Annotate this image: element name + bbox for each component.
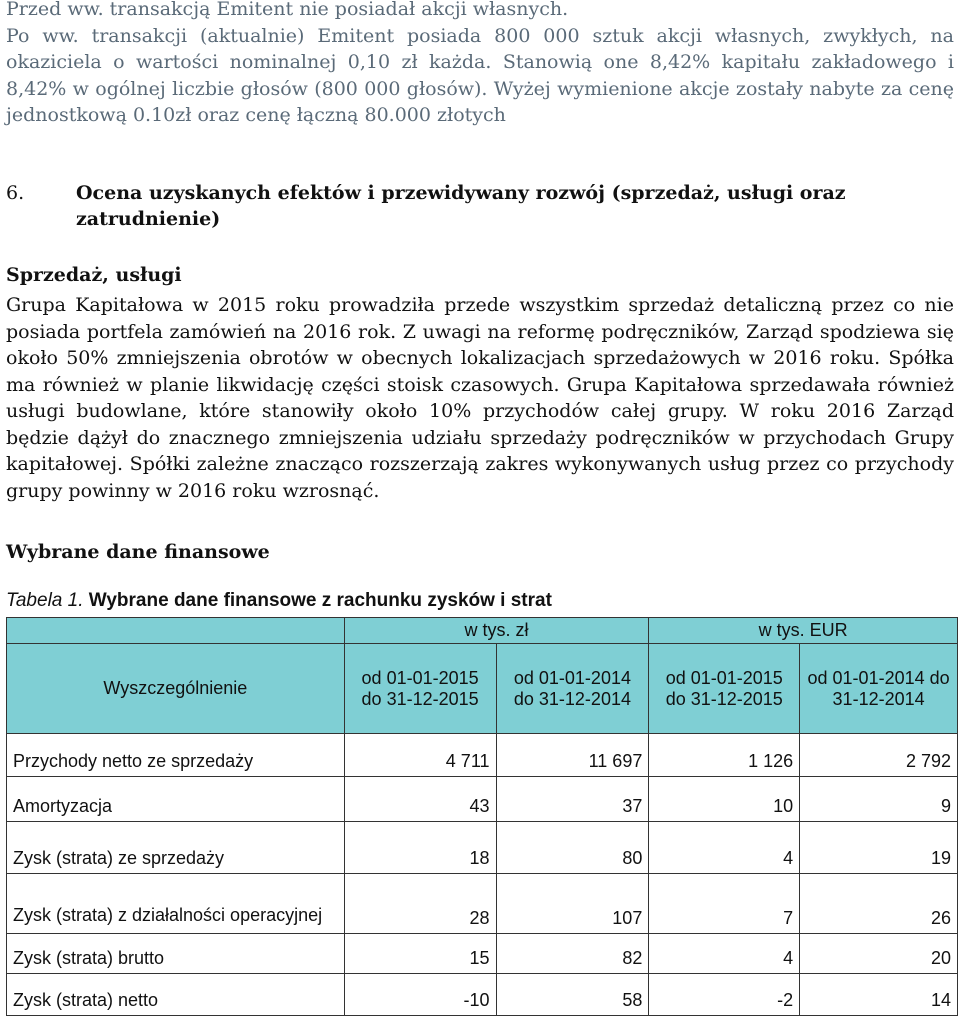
intro-line: Przed ww. transakcją Emitent nie posiadał akcji własnych.	[6, 0, 569, 20]
table-caption-label: Tabela 1.	[6, 590, 84, 611]
cell-value: 19	[800, 822, 958, 874]
cell-value: 10	[649, 777, 800, 822]
intro-paragraph	[6, 23, 954, 129]
row-label: Amortyzacja	[7, 777, 345, 822]
cell-value: 37	[496, 777, 649, 822]
cell-value: 82	[496, 934, 649, 974]
row-label: Zysk (strata) brutto	[7, 934, 345, 974]
table-row	[7, 777, 958, 822]
table-row	[7, 934, 958, 974]
sales-heading: Sprzedaż, usługi	[6, 264, 182, 286]
cell-value: 26	[800, 874, 958, 934]
cell-value: 43	[344, 777, 496, 822]
cell-value: 4	[649, 934, 800, 974]
column-header: od 01-01-2014 do 31-12-2014	[496, 644, 649, 734]
row-label: Przychody netto ze sprzedaży	[7, 734, 345, 777]
column-header: od 01-01-2015 do 31-12-2015	[649, 644, 800, 734]
group-header-eur: w tys. EUR	[649, 618, 958, 644]
cell-value: 20	[800, 934, 958, 974]
section-title-line1: Ocena uzyskanych efektów i przewidywany rozwój (sprzedaż, usługi oraz	[76, 182, 846, 204]
cell-value: 80	[496, 822, 649, 874]
cell-value: 14	[800, 974, 958, 1016]
cell-value: 28	[344, 874, 496, 934]
table-corner	[7, 618, 345, 644]
cell-value: 7	[649, 874, 800, 934]
cell-value: 4	[649, 822, 800, 874]
cell-value: 9	[800, 777, 958, 822]
row-label: Zysk (strata) ze sprzedaży	[7, 822, 345, 874]
financial-table	[6, 617, 958, 1016]
table-row	[7, 974, 958, 1016]
table-row	[7, 874, 958, 934]
intro-paragraph-part2: Stanowią one 8,42% kapitału zakładowego i 8,42% w ogólnej liczbie głosów (800 000 głosów). Wyżej wymienione akcje zostały nabyte za cenę jednostkową 0.10zł oraz cenę łączną 80.000 złotych	[6, 51, 955, 126]
column-header-label: Wyszczególnienie	[7, 644, 345, 734]
cell-value: 18	[344, 822, 496, 874]
cell-value: 107	[496, 874, 649, 934]
financial-heading: Wybrane dane finansowe	[6, 541, 270, 563]
cell-value: -2	[649, 974, 800, 1016]
cell-value: 58	[496, 974, 649, 1016]
table-caption	[6, 590, 552, 612]
section-title-line2: zatrudnienie)	[76, 208, 221, 230]
table-caption-title: Wybrane dane finansowe z rachunku zysków i strat	[83, 590, 552, 611]
cell-value: -10	[344, 974, 496, 1016]
column-header: od 01-01-2014 do 31-12-2014	[800, 644, 958, 734]
row-label: Zysk (strata) netto	[7, 974, 345, 1016]
cell-value: 1 126	[649, 734, 800, 777]
sales-paragraph: Grupa Kapitałowa w 2015 roku prowadziła przede wszystkim sprzedaż detaliczną przez co nie posiada portfela zamówień na 2016 rok. Z uwagi na reformę podręczników, Zarząd spodziewa się około 50% zmniejszenia obrotów w obecnych lokalizacjach sprzedażowych w 2016 roku. Spółka ma również w planie likwidację części stoisk czasowych. Grupa Kapitałowa sprzedawała również usługi budowlane, które stanowiły około 10% przychodów całej grupy. W roku 2016 Zarząd będzie dążył do znacznego zmniejszenia udziału sprzedaży podręczników w przychodach Grupy kapitałowej. Spółki zależne znacząco rozszerzają zakres wykonywanych usług przez co przychody grupy powinny w 2016 roku wzrosnąć.	[6, 294, 954, 502]
column-header: od 01-01-2015 do 31-12-2015	[344, 644, 496, 734]
section-6-heading	[6, 180, 954, 232]
cell-value: 15	[344, 934, 496, 974]
section-number: 6.	[6, 182, 25, 204]
table-row	[7, 822, 958, 874]
cell-value: 11 697	[496, 734, 649, 777]
row-label: Zysk (strata) z działalności operacyjnej	[7, 874, 345, 934]
group-header-pln: w tys. zł	[344, 618, 649, 644]
cell-value: 2 792	[800, 734, 958, 777]
intro-paragraph-part1: Po ww. transakcji (aktualnie) Emitent posiada 800 000 sztuk akcji własnych, zwykłych, na okaziciela o wartości nominalnej 0,10 zł każda.	[6, 24, 954, 73]
table-row	[7, 734, 958, 777]
cell-value: 4 711	[344, 734, 496, 777]
intro-section	[6, 0, 954, 129]
